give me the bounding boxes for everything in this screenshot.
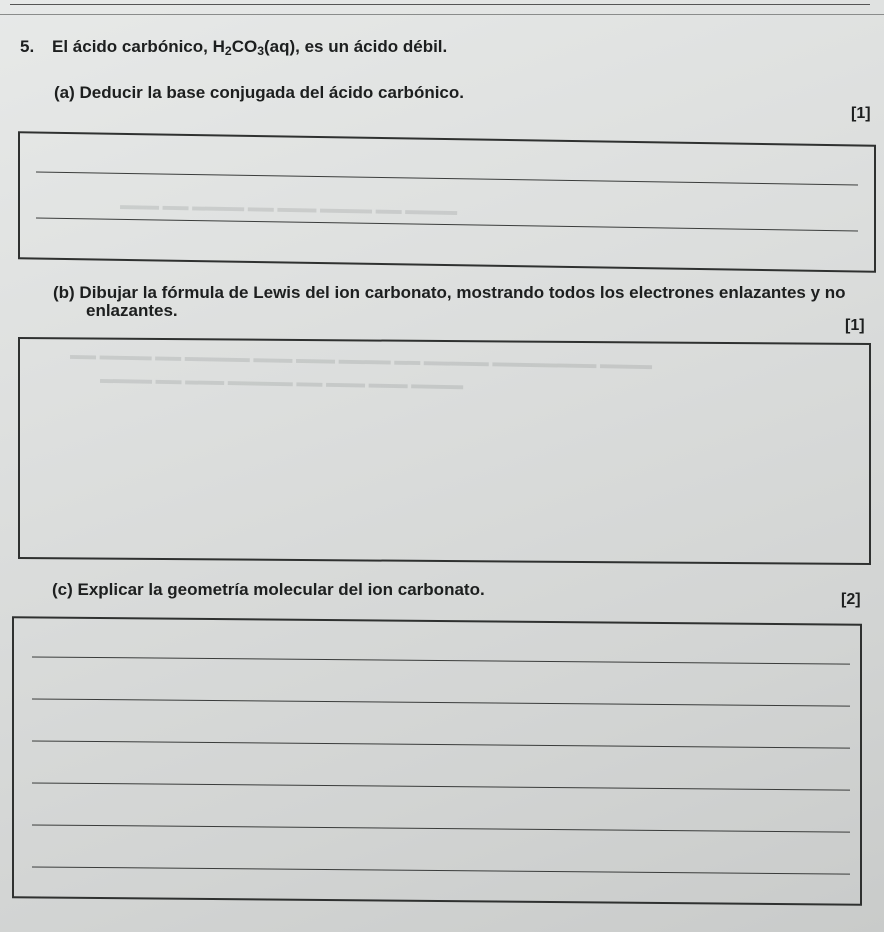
answer-line: [32, 698, 850, 706]
answer-line: [36, 172, 858, 186]
part-c-prompt: (c) Explicar la geometría molecular del ion carbonato.: [52, 580, 485, 599]
subscript-2: 2: [224, 44, 232, 59]
previous-page-edge: [0, 14, 884, 37]
answer-line: [32, 740, 850, 748]
subscript-3: 3: [257, 44, 264, 59]
answer-line: [32, 656, 850, 664]
part-c-answer-box[interactable]: [12, 616, 862, 905]
bleed-through-texture: ▬▬▬▬ ▬▬ ▬▬▬ ▬▬▬▬▬ ▬▬ ▬▬▬ ▬▬▬ ▬▬▬▬: [99, 370, 464, 393]
question-text-start: El ácido carbónico, H: [52, 37, 225, 56]
part-b-prompt-line-2: enlazantes.: [86, 301, 178, 320]
part-c-marks: [2]: [841, 591, 861, 608]
answer-line: [32, 866, 850, 874]
bleed-through-texture: ▬▬▬ ▬▬ ▬▬▬▬ ▬▬ ▬▬▬ ▬▬▬▬ ▬▬ ▬▬▬▬: [119, 197, 458, 218]
bleed-through-texture: ▬▬ ▬▬▬▬ ▬▬ ▬▬▬▬▬ ▬▬▬ ▬▬▬ ▬▬▬▬ ▬▬ ▬▬▬▬▬ ▬▬▬▬▬▬▬▬ ▬▬▬▬: [69, 346, 653, 373]
part-b-drawing-box[interactable]: [18, 337, 871, 565]
question-number: 5.: [20, 37, 35, 56]
part-a-prompt: (a) Deducir la base conjugada del ácido carbónico.: [54, 83, 464, 102]
question-text: [52, 37, 447, 61]
answer-line: [32, 782, 850, 790]
part-a-marks: [1]: [851, 105, 871, 122]
top-rule: [10, 4, 870, 5]
answer-line: [32, 824, 850, 832]
part-b-marks: [1]: [845, 317, 865, 334]
part-b-prompt-line-1: (b) Dibujar la fórmula de Lewis del ion carbonato, mostrando todos los electrones enlazantes y no: [53, 283, 846, 302]
question-text-co: CO: [231, 37, 258, 56]
part-a-answer-box[interactable]: [18, 131, 876, 272]
answer-line: [36, 218, 858, 232]
question-text-end: (aq), es un ácido débil.: [264, 37, 448, 56]
